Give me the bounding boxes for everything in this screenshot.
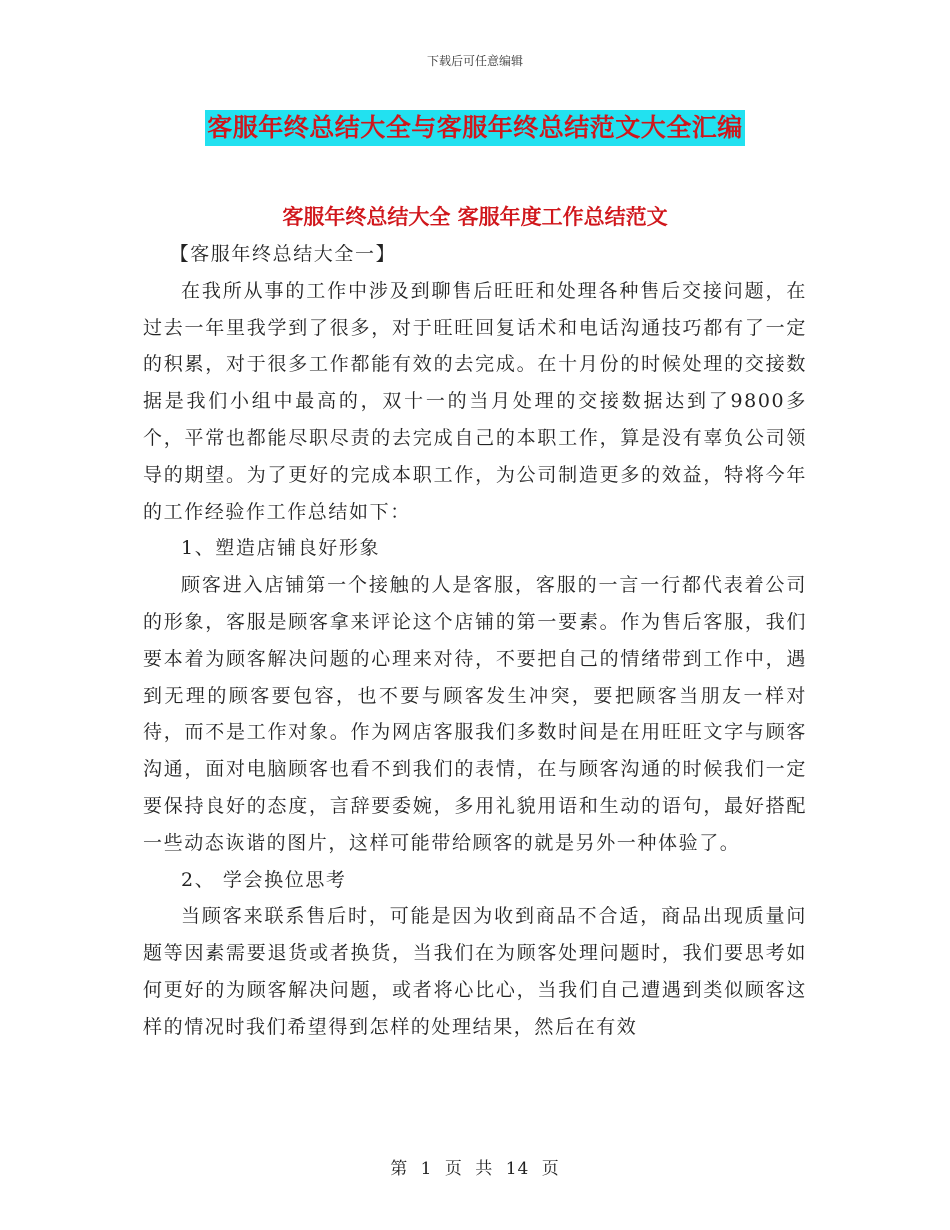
page-label-total-prefix: 共: [475, 1159, 494, 1179]
page-label-mid: 页: [444, 1159, 463, 1179]
main-title-text: 客服年终总结大全与客服年终总结范文大全汇编: [205, 110, 745, 146]
list-heading: 2、 学会换位思考: [181, 868, 347, 891]
page-total: 14: [505, 1159, 530, 1179]
page-label-suffix: 页: [541, 1159, 560, 1179]
sub-title: 客服年终总结大全 客服年度工作总结范文: [282, 204, 668, 229]
main-title: [0, 110, 950, 146]
paragraph: 顾客进入店铺第一个接触的人是客服，客服的一言一行都代表着公司的形象，客服是顾客拿来评论这个店铺的第一要素。作为售后客服，我们要本着为顾客解决问题的心理来对待，不要把自己的情绪带到工作中，遇到无理的顾客要包容，也不要与顾客发生冲突，要把顾客当朋友一样对待，而不是工作对象。作为网店客服我们多数时间是在用旺旺文字与顾客沟通，面对电脑顾客也看不到我们的表情，在与顾客沟通的时候我们一定要保持良好的态度，言辞要委婉，多用礼貌用语和生动的语句，最好搭配一些动态诙谐的图片，这样可能带给顾客的就是另外一种体验了。: [143, 574, 807, 854]
paragraph: 在我所从事的工作中涉及到聊售后旺旺和处理各种售后交接问题，在过去一年里我学到了很多，对于旺旺回复话术和电话沟通技巧都有了一定的积累，对于很多工作都能有效的去完成。在十月份的时候处理的交接数据是我们小组中最高的，双十一的当月处理的交接数据达到了9800多个，平常也都能尽职尽责的去完成自己的本职工作，算是没有辜负公司领导的期望。为了更好的完成本职工作，为公司制造更多的效益，特将今年的工作经验作工作总结如下：: [143, 279, 807, 523]
section-heading: 【客服年终总结大全一】: [169, 243, 397, 265]
page-label-prefix: 第: [390, 1159, 409, 1179]
document-body: [143, 236, 807, 1046]
header-note: 下载后可任意编辑: [426, 54, 523, 68]
page-current: 1: [420, 1159, 433, 1179]
paragraph: 当顾客来联系售后时，可能是因为收到商品不合适，商品出现质量问题等因素需要退货或者换货，当我们在为顾客处理问题时，我们要思考如何更好的为顾客解决问题，或者将心比心，当我们自己遭遇到类似顾客这样的情况时我们希望得到怎样的处理结果，然后在有效: [143, 905, 807, 1038]
page-footer: [0, 1154, 950, 1179]
list-heading: 1、塑造店铺良好形象: [181, 537, 381, 560]
